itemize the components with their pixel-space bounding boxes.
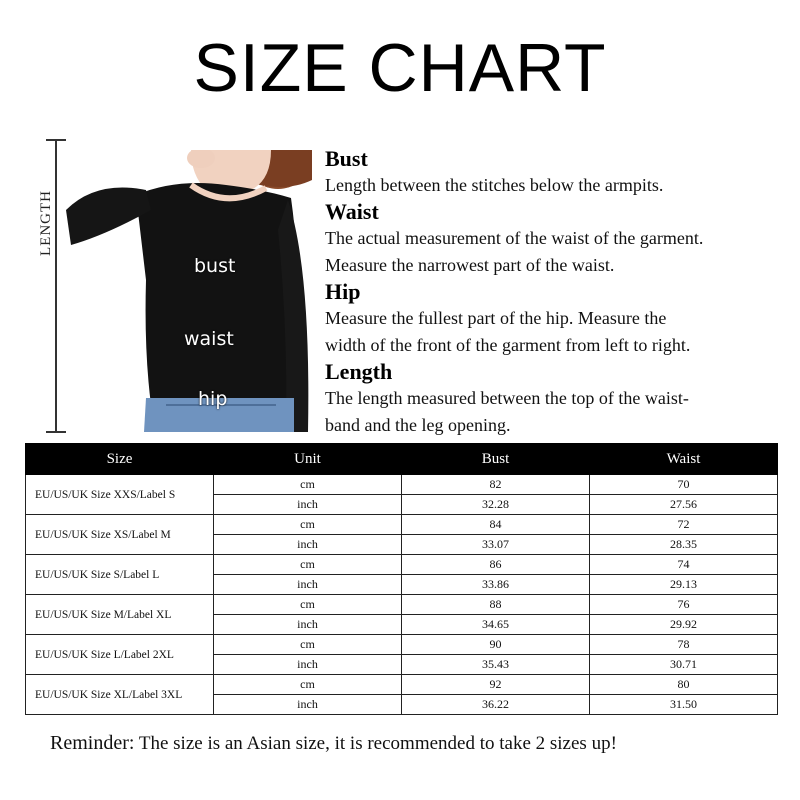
waist-cell: 72 [590, 515, 778, 535]
reminder-note [50, 732, 617, 755]
unit-cell: cm [214, 595, 402, 615]
table-row [26, 675, 778, 695]
bust-cell: 92 [402, 675, 590, 695]
size-cell: EU/US/UK Size L/Label 2XL [26, 635, 214, 675]
unit-cell: inch [214, 535, 402, 555]
waist-cell: 76 [590, 595, 778, 615]
bust-heading: Bust [325, 146, 368, 171]
waist-line-2: Measure the narrowest part of the waist. [325, 255, 615, 275]
waist-cell: 30.71 [590, 655, 778, 675]
size-cell: EU/US/UK Size S/Label L [26, 555, 214, 595]
unit-cell: cm [214, 555, 402, 575]
bust-cell: 88 [402, 595, 590, 615]
unit-cell: cm [214, 635, 402, 655]
waist-cell: 74 [590, 555, 778, 575]
bust-cell: 36.22 [402, 695, 590, 715]
size-cell: EU/US/UK Size XS/Label M [26, 515, 214, 555]
unit-cell: inch [214, 695, 402, 715]
length-axis-label: LENGTH [38, 190, 54, 256]
unit-cell: inch [214, 495, 402, 515]
bust-cell: 33.07 [402, 535, 590, 555]
hip-line-2: width of the front of the garment from left to right. [325, 335, 691, 355]
table-row [26, 475, 778, 495]
waist-cell: 28.35 [590, 535, 778, 555]
bust-cell: 32.28 [402, 495, 590, 515]
unit-cell: inch [214, 615, 402, 635]
waist-cell: 31.50 [590, 695, 778, 715]
bust-tag: bust [194, 255, 236, 277]
size-table [25, 443, 778, 715]
waist-cell: 27.56 [590, 495, 778, 515]
waist-cell: 70 [590, 475, 778, 495]
table-row [26, 515, 778, 535]
bust-cell: 33.86 [402, 575, 590, 595]
table-row [26, 595, 778, 615]
length-axis [46, 139, 66, 433]
waist-cell: 29.13 [590, 575, 778, 595]
waist-heading: Waist [325, 199, 379, 224]
size-cell: EU/US/UK Size XXS/Label S [26, 475, 214, 515]
waist-tag: waist [184, 328, 234, 350]
page-title: SIZE CHART [193, 30, 607, 106]
unit-cell: cm [214, 515, 402, 535]
bust-cell: 82 [402, 475, 590, 495]
unit-cell: cm [214, 675, 402, 695]
bust-cell: 84 [402, 515, 590, 535]
model-photo [66, 150, 312, 432]
reminder-label: Reminder: [50, 732, 135, 754]
length-line-1: The length measured between the top of the waist- [325, 388, 689, 408]
measurement-descriptions [325, 146, 790, 439]
size-cell: EU/US/UK Size XL/Label 3XL [26, 675, 214, 715]
table-row [26, 635, 778, 655]
bust-line-1: Length between the stitches below the armpits. [325, 175, 664, 195]
waist-cell: 78 [590, 635, 778, 655]
table-row [26, 555, 778, 575]
unit-cell: inch [214, 655, 402, 675]
hip-tag: hip [198, 388, 228, 410]
unit-cell: inch [214, 575, 402, 595]
hip-heading: Hip [325, 279, 361, 304]
waist-cell: 29.92 [590, 615, 778, 635]
bust-cell: 35.43 [402, 655, 590, 675]
header-waist: Waist [590, 444, 778, 475]
header-unit: Unit [214, 444, 402, 475]
length-line-2: band and the leg opening. [325, 415, 511, 435]
table-header-row [26, 444, 778, 475]
waist-cell: 80 [590, 675, 778, 695]
unit-cell: cm [214, 475, 402, 495]
header-bust: Bust [402, 444, 590, 475]
bust-cell: 86 [402, 555, 590, 575]
reminder-text: The size is an Asian size, it is recommended to take 2 sizes up! [138, 733, 617, 754]
bust-cell: 34.65 [402, 615, 590, 635]
hip-line-1: Measure the fullest part of the hip. Measure the [325, 308, 667, 328]
waist-line-1: The actual measurement of the waist of the garment. [325, 228, 704, 248]
header-size: Size [26, 444, 214, 475]
size-cell: EU/US/UK Size M/Label XL [26, 595, 214, 635]
length-heading: Length [325, 359, 393, 384]
bust-cell: 90 [402, 635, 590, 655]
